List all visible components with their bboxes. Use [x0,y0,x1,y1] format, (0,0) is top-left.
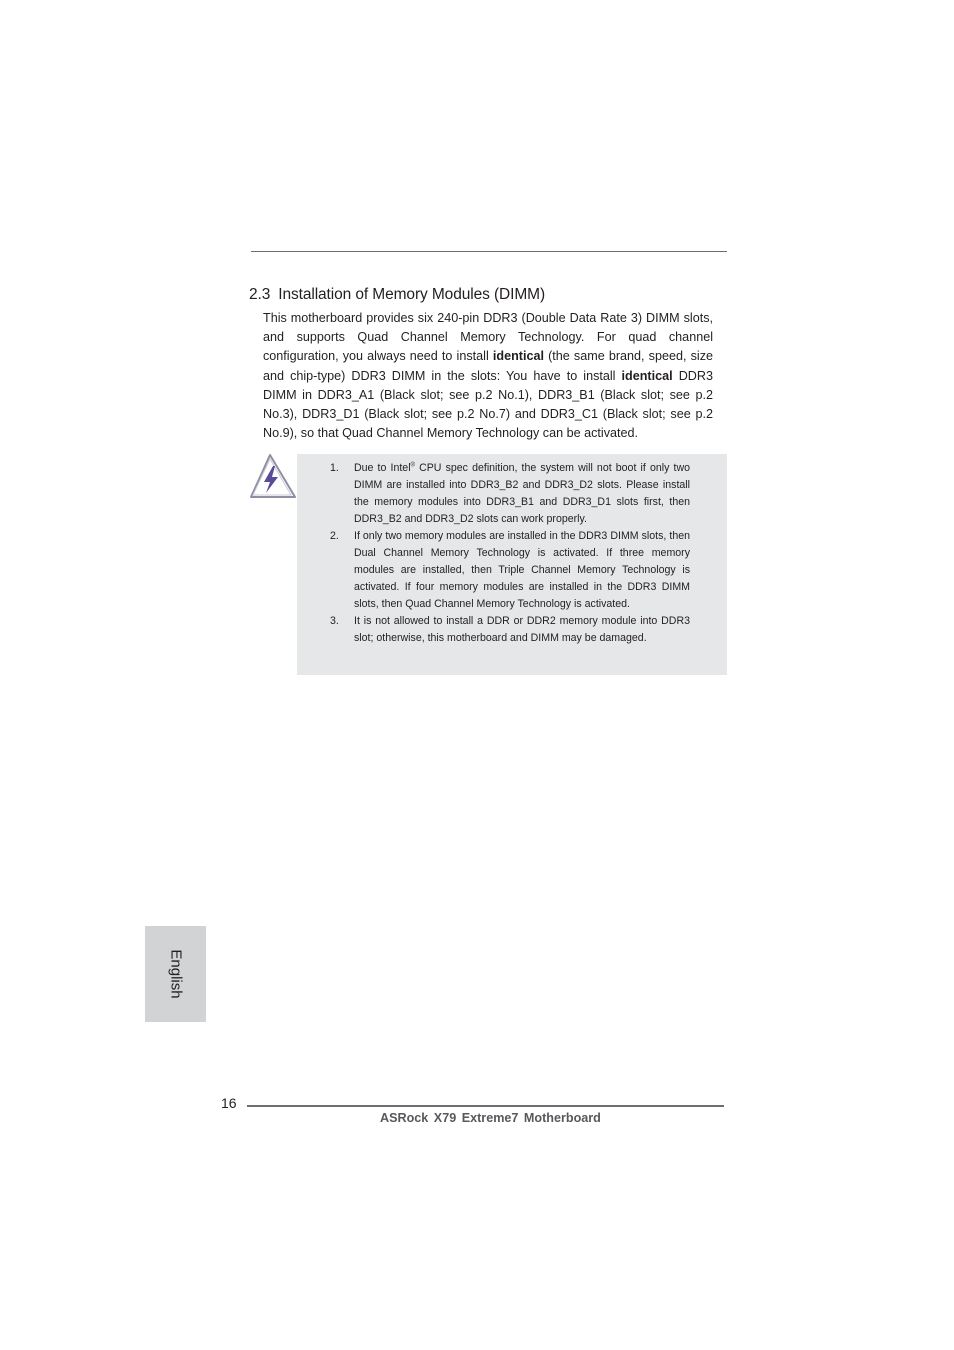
list-item-text: Due to Intel [354,462,411,474]
warning-triangle-lightning-icon [248,452,298,500]
list-item-number: 2. [330,530,339,542]
intro-bold-2: identical [621,368,673,383]
caution-list [330,460,690,647]
footer-product-name: ASRock X79 Extreme7 Motherboard [380,1111,601,1125]
registered-mark: ® [410,462,415,469]
section-title: Installation of Memory Modules (DIMM) [278,286,546,303]
header-divider [251,251,727,252]
page-number: 16 [221,1095,237,1111]
section-heading [249,286,545,304]
list-item-text: If only two memory modules are installed in the DDR3 DIMM slots, then Dual Channel Memory Technology is activated. If three memory modules are installed, then Triple Channel Memory Technology is activated. If four memory modules are installed in the DDR3 DIMM slots, then Quad Channel Memory Technology is activated. [354,530,690,610]
intro-text-2: (the same brand, speed, size and chip-type) DDR3 DIMM in the slots: You have to install [263,349,713,383]
list-item-number: 3. [330,615,339,627]
section-number: 2.3 [249,286,271,303]
list-item-text-cont: CPU spec definition, the system will not boot if only two DIMM are installed into DDR3_B2 and DDR3_D2 slots. Please install the memory modules into DDR3_B1 and DDR3_D1 slots first, then DDR3_B2 and DDR3_D2 slots can work properly. [354,462,690,525]
list-item-text: It is not allowed to install a DDR or DDR2 memory module into DDR3 slot; otherwise, this motherboard and DIMM may be damaged. [354,615,690,644]
intro-text-1: This motherboard provides six 240-pin DDR3 (Double Data Rate 3) DIMM slots, and supports Quad Channel Memory Technology. For quad channel configuration, you always need to install [263,311,713,364]
footer-divider [247,1105,724,1107]
language-label: English [167,949,184,999]
intro-paragraph [263,309,713,443]
list-item [330,460,690,528]
language-side-tab [145,926,206,1022]
intro-bold-1: identical [492,349,544,364]
list-item [330,613,690,647]
list-item [330,528,690,613]
list-item-number: 1. [330,462,339,474]
intro-text-3: DDR3 DIMM in DDR3_A1 (Black slot; see p.2 No.1), DDR3_B1 (Black slot; see p.2 No.3), DDR3_D1 (Black slot; see p.2 No.7) and DDR3_C1 (Black slot; see p.2 No.9), so that Quad Channel Memory Technology can be activated. [263,368,713,441]
